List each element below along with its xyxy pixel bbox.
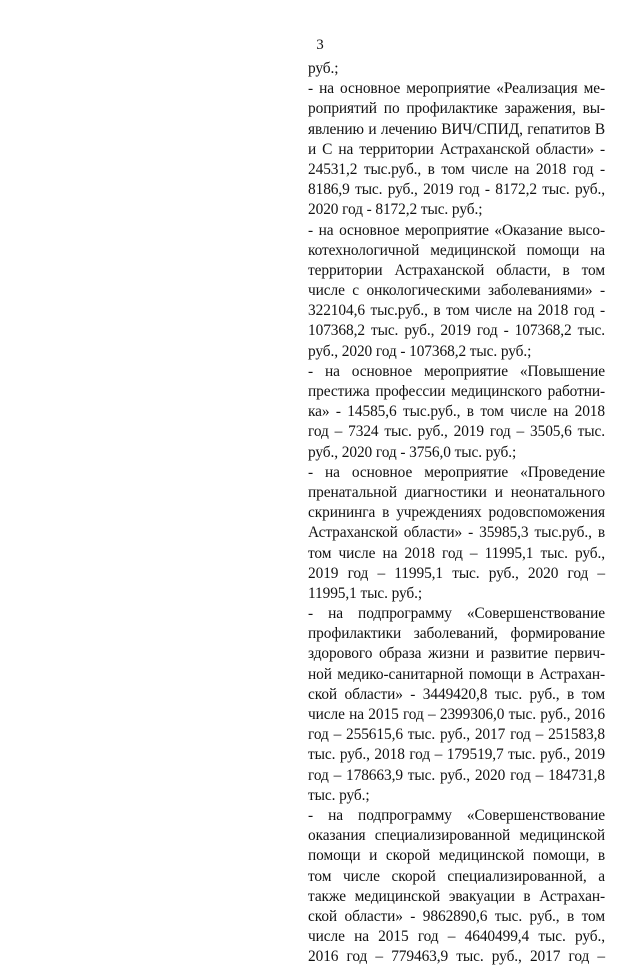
text-line: числе на 2015 год – 4640499,4 тыс. руб., [308,928,605,946]
text-line: престижа профессии медицинского работни- [308,383,605,400]
document-body-text [308,59,605,967]
text-line: - на основное мероприятие «Повышение [308,362,605,380]
text-line: ной медико-санитарной помощи в Астрахан- [308,665,605,683]
text-line: пренатальной диагностики и неонатального [308,483,605,501]
text-line: 24531,2 тыс.руб., в том числе на 2018 год - [308,160,605,178]
text-line: - на основное мероприятие «Проведение [308,463,605,481]
text-line: территории Астраханской области, в том [308,261,605,279]
text-line: здорового образа жизни и развитие первич- [308,645,605,663]
text-line: тыс. руб.; [308,786,370,804]
text-line: профилактики заболеваний, формирование [308,625,605,643]
text-line: - на основное мероприятие «Оказание высо- [308,221,605,239]
text-line: 2020 год - 8172,2 тыс. руб.; [308,201,483,219]
text-line: 322104,6 тыс.руб., в том числе на 2018 год - [308,302,605,320]
text-line: скрининга в учреждениях родовспоможения [308,504,605,522]
text-line: помощи и скорой медицинской помощи, в [308,847,605,865]
text-line: том числе на 2018 год – 11995,1 тыс. руб., [308,544,605,562]
text-line: тыс. руб., 2018 год – 179519,7 тыс. руб., 2019 [308,746,605,764]
text-line: котехнологичной медицинской помощи на [308,241,605,259]
text-line: Астраханской области» - 35985,3 тыс.руб., в [308,524,605,542]
text-line: оказания специализированной медицинской [308,827,605,845]
text-line: - на подпрограмму «Совершенствование [308,605,605,623]
text-line: руб.; [308,60,339,77]
text-line: - на основное мероприятие «Реализация ме- [308,80,605,98]
text-line: руб., 2020 год - 3756,0 тыс. руб.; [308,443,517,461]
text-line: явлению и лечению ВИЧ/СПИД, гепатитов В [308,120,605,138]
text-line: год – 7324 тыс. руб., 2019 год – 3505,6 тыс. [308,423,605,441]
text-line: 2016 год – 779463,9 тыс. руб., 2017 год – [308,948,605,966]
text-line: ка» - 14585,6 тыс.руб., в том числе на 2018 [308,403,605,421]
text-line: ской области» - 3449420,8 тыс. руб., в том [308,685,605,703]
text-line: ской области» - 9862890,6 тыс. руб., в том [308,907,605,925]
text-line: числе на 2015 год – 2399306,0 тыс. руб., 2016 [308,706,605,723]
text-line: 107368,2 тыс. руб., 2019 год - 107368,2 тыс. [308,322,605,340]
text-line: и С на территории Астраханской области» - [308,140,605,158]
text-line: также медицинской эвакуации в Астрахан- [308,887,605,905]
text-line: том числе скорой специализированной, а [308,867,605,885]
text-line: 8186,9 тыс. руб., 2019 год - 8172,2 тыс. руб., [308,181,605,199]
text-line: год – 178663,9 тыс. руб., 2020 год – 184731,8 [308,766,605,784]
text-line: руб., 2020 год - 107368,2 тыс. руб.; [308,342,532,360]
text-line: 2019 год – 11995,1 тыс. руб., 2020 год – [308,564,605,582]
text-line: год – 255615,6 тыс. руб., 2017 год – 251583,8 [308,726,605,744]
page-number: 3 [316,37,324,53]
text-line: 11995,1 тыс. руб.; [308,584,423,602]
text-line: роприятий по профилактике заражения, вы- [308,100,605,118]
text-line: числе с онкологическими заболеваниями» - [308,282,605,300]
text-line: - на подпрограмму «Совершенствование [308,806,605,824]
